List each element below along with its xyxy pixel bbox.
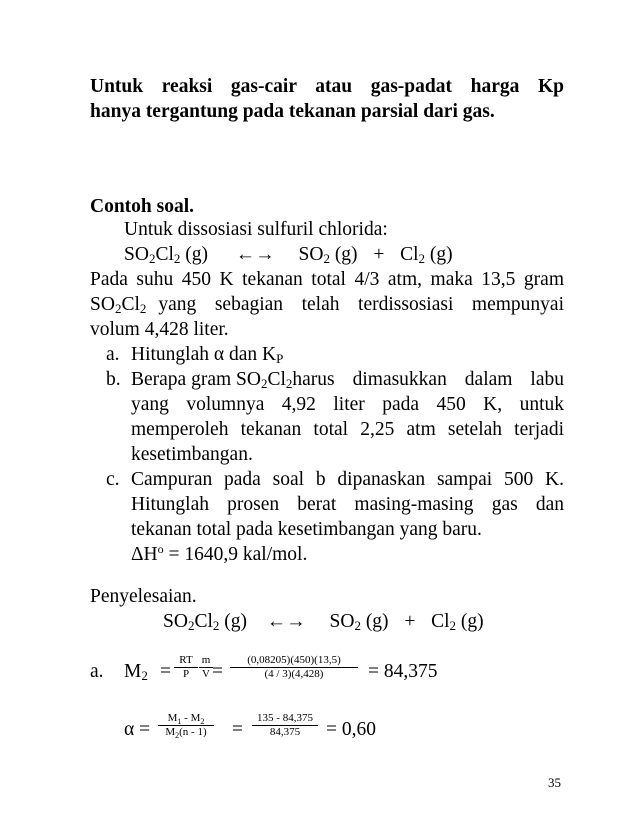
item-c-line-2 [131,493,564,517]
solution-heading: Penyelesaian. [90,586,197,607]
sol-product-2 [431,611,484,632]
para-so: SO [90,294,115,315]
eq-a-m: M [124,661,142,682]
alpha-num-sub1: 1 [177,717,182,726]
para-line-2-rest: yang sebagian telah terdissosiasi mempunyai [158,294,564,315]
alpha-den-sub: 2 [175,731,180,740]
alpha-num-m2: - M [181,712,201,724]
eq-a-equals-1: = [160,661,171,682]
alpha-num-m1: M [167,712,178,724]
frac-m-v-den: V [202,668,210,680]
frac-m-v-num: m [201,654,211,666]
delta-h-sup: o [157,542,164,556]
sol-product-1 [330,611,389,632]
item-b-marker: b. [106,369,121,390]
reaction-equation [124,243,453,267]
plus-sign: + [373,244,385,265]
para-line-2-formula [90,293,146,317]
eq-a-sub: 2 [141,668,148,683]
item-a-sub: P [276,351,284,366]
item-b-line-4: kesetimbangan. [131,444,253,465]
delta-h-value: = 1640,9 kal/mol. [163,544,308,565]
frac-rt-p-den: P [182,668,190,680]
product1-so: SO [298,244,324,265]
solution-reaction [163,610,484,634]
page-number: 35 [548,775,561,790]
eq-a-result: = 84,375 [368,661,438,682]
reactant-sub2: 2 [173,251,181,266]
item-b-sub2: 2 [285,376,293,391]
frac-alpha [158,712,214,739]
frac-numeric-num: (0,08205)(450)(13,5) [247,654,341,666]
alpha-den-m: M [165,726,176,738]
item-a-marker: a. [106,344,120,365]
item-a-text [131,343,283,367]
item-b-line-1-rest: harus dimasukkan dalam labu [292,369,564,390]
frac-numeric-den: (4 / 3)(4,428) [264,668,324,680]
item-b-line-1 [131,368,564,392]
item-c-marker: c. [106,469,120,490]
product2-sub: 2 [418,251,425,266]
product-2 [400,244,453,265]
frac-numeric [230,654,358,681]
item-b-cl: Cl [267,369,286,390]
equilibrium-arrow-icon: ←→ [235,244,275,265]
para-sub1: 2 [114,301,122,316]
eq-a-lhs [124,660,148,684]
frac-alpha-numeric-den: 84,375 [269,726,301,738]
item-c-line-4 [131,543,307,567]
item-b-line-2-text: yang volumnya 4,92 liter pada 450 K, untuk [131,394,564,415]
para-line-3: volum 4,428 liter. [90,319,229,340]
frac-m-v [199,654,213,681]
frac-rt-p-num: RT [179,654,193,666]
frac-alpha-num [158,712,214,725]
eq-a-equals-2: = [212,661,223,682]
sol-product1-phase: (g) [360,611,389,632]
frac-alpha-numeric [252,712,318,739]
sol-reactant-sub2: 2 [212,618,220,633]
sol-reactant-sub1: 2 [187,618,195,633]
intro-line-1 [90,75,564,99]
para-cl: Cl [121,294,140,315]
reactant-phase: (g) [180,244,208,265]
para-sub2: 2 [139,301,147,316]
eq-alpha-equals: = [232,719,243,740]
intro-line-2: hanya tergantung pada tekanan parsial dari gas. [90,101,495,122]
alpha-den-rest: (n - 1) [179,726,207,738]
item-a-text-main: Hitunglah α dan K [131,344,277,365]
frac-alpha-den [158,726,214,739]
product2-phase: (g) [425,244,453,265]
example-heading: Contoh soal. [90,196,195,217]
eq-alpha-lhs: α = [124,719,151,740]
para-line-1-text: Pada suhu 450 K tekanan total 4/3 atm, maka 13,5 gram [90,269,564,290]
product2-cl: Cl [400,244,419,265]
para-line-2 [90,293,564,317]
eq-alpha-result: = 0,60 [326,719,376,740]
item-c-line-1 [131,468,564,492]
item-b-sub1: 2 [260,376,268,391]
sol-product2-phase: (g) [456,611,484,632]
sol-plus-sign: + [404,611,416,632]
para-line-1 [90,268,564,292]
item-b-line-1-formula [131,368,292,392]
reactant-cl: Cl [155,244,174,265]
item-b-line-3 [131,418,564,442]
product-1 [299,244,358,265]
product1-sub: 2 [323,251,330,266]
reactant-sub1: 2 [148,251,156,266]
frac-alpha-numeric-num: 135 - 84,375 [257,712,313,724]
alpha-num-sub2: 2 [200,717,205,726]
item-c-line-3: tekanan total pada kesetimbangan yang baru. [131,519,482,540]
example-intro: Untuk dissosiasi sulfuril chlorida: [124,219,388,240]
frac-rt-p [174,654,198,681]
item-c-line-2-text: Hitunglah prosen berat masing-masing gas dan [131,494,564,515]
eq-a-marker: a. [90,661,104,682]
item-b-text: Berapa gram SO [131,369,261,390]
product1-phase: (g) [329,244,358,265]
sol-product1-sub: 2 [354,618,361,633]
reactant [124,244,208,265]
item-b-line-2 [131,393,564,417]
item-b-line-3-text: memperoleh tekanan total 2,25 atm setelah terjadi [131,419,564,440]
reactant-so: SO [124,244,149,265]
sol-reactant-phase: (g) [219,611,247,632]
item-c-line-1-text: Campuran pada soal b dipanaskan sampai 500 K. [131,469,564,490]
sol-equilibrium-arrow-icon: ←→ [266,611,306,632]
sol-reactant [163,611,247,632]
sol-reactant-so: SO [163,611,188,632]
intro-line-1-text: Untuk reaksi gas-cair atau gas-padat harga Kp [90,76,564,97]
sol-product2-sub: 2 [449,618,456,633]
sol-product2-cl: Cl [431,611,450,632]
sol-reactant-cl: Cl [194,611,213,632]
sol-product1-so: SO [329,611,355,632]
delta-h: ΔH [131,544,158,565]
